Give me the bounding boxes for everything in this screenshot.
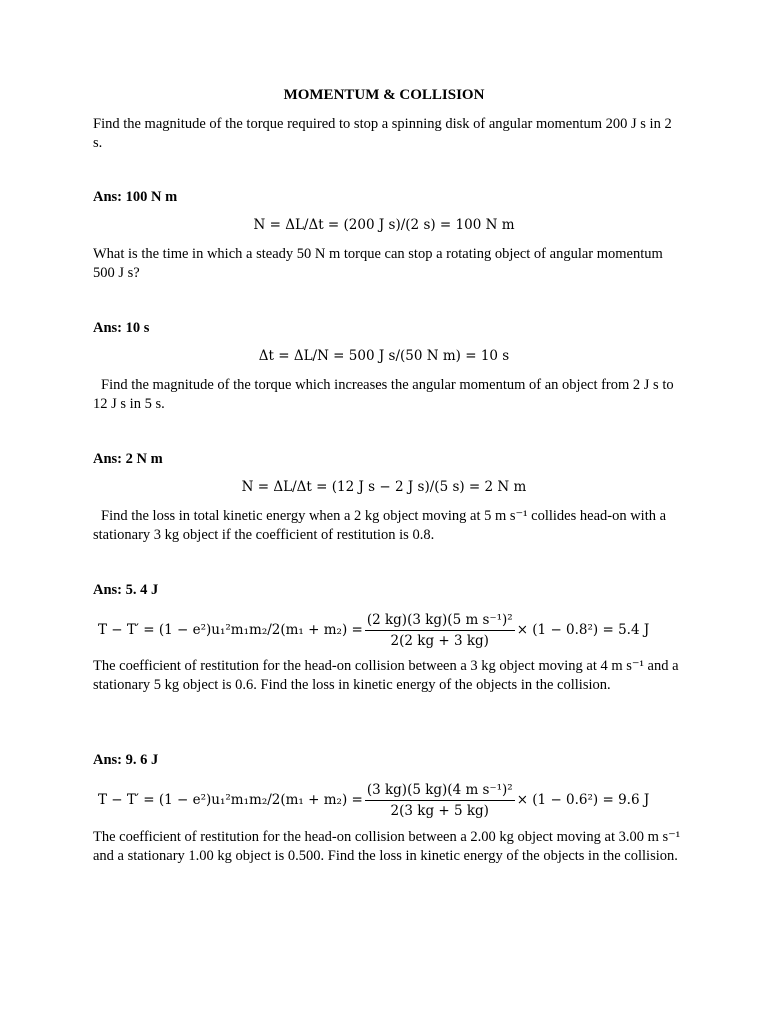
- equation-3: N = ΔL/Δt = (12 J s − 2 J s)/(5 s) = 2 N m: [241, 479, 527, 495]
- equation-5-fraction: [365, 782, 515, 819]
- question-5: The coefficient of restitution for the head-on collision between a 3 kg object moving at 4 m s⁻¹ and a stationary 5 kg object is 0.6. Find the loss in kinetic energy of the objects in the collision.: [93, 658, 679, 693]
- equation-5-denominator: 2(3 kg + 5 kg): [390, 802, 489, 819]
- equation-5-left: T − T′ = (1 − e²)u₁²m₁m₂/2(m₁ + m₂) =: [98, 792, 363, 808]
- equation-4-left: T − T′ = (1 − e²)u₁²m₁m₂/2(m₁ + m₂) =: [98, 622, 363, 638]
- equation-2: Δt = ΔL/N = 500 J s/(50 N m) = 10 s: [258, 348, 510, 364]
- answer-1: Ans: 100 N m: [93, 189, 178, 205]
- equation-4: [98, 608, 678, 652]
- equation-4-numerator: (2 kg)(3 kg)(5 m s⁻¹)²: [365, 612, 515, 631]
- equation-4-right: × (1 − 0.8²) = 5.4 J: [516, 622, 650, 638]
- equation-5-right: × (1 − 0.6²) = 9.6 J: [516, 792, 650, 808]
- answer-4: Ans: 5. 4 J: [93, 582, 159, 598]
- equation-4-fraction: [365, 612, 515, 649]
- answer-5: Ans: 9. 6 J: [93, 752, 159, 768]
- equation-1: N = ΔL/Δt = (200 J s)/(2 s) = 100 N m: [253, 217, 515, 233]
- equation-5: [98, 778, 678, 822]
- question-6: The coefficient of restitution for the head-on collision between a 2.00 kg object moving at 3.00 m s⁻¹ and a stationary 1.00 kg object is 0.500. Find the loss in kinetic energy of the objects in the collision.: [93, 829, 681, 864]
- question-2: What is the time in which a steady 50 N m torque can stop a rotating object of angular momentum 500 J s?: [93, 246, 663, 281]
- equation-4-denominator: 2(2 kg + 3 kg): [390, 632, 489, 649]
- page-title: MOMENTUM & COLLISION: [283, 87, 485, 103]
- question-3: Find the magnitude of the torque which increases the angular momentum of an object from 2 J s to 12 J s in 5 s.: [93, 377, 674, 412]
- equation-5-numerator: (3 kg)(5 kg)(4 m s⁻¹)²: [365, 782, 515, 801]
- question-4: Find the loss in total kinetic energy when a 2 kg object moving at 5 m s⁻¹ collides head-on with a stationary 3 kg object if the coefficient of restitution is 0.8.: [93, 508, 667, 543]
- answer-2: Ans: 10 s: [93, 320, 150, 336]
- answer-3: Ans: 2 N m: [93, 451, 163, 467]
- question-1: Find the magnitude of the torque required to stop a spinning disk of angular momentum 200 J s in 2 s.: [93, 116, 672, 151]
